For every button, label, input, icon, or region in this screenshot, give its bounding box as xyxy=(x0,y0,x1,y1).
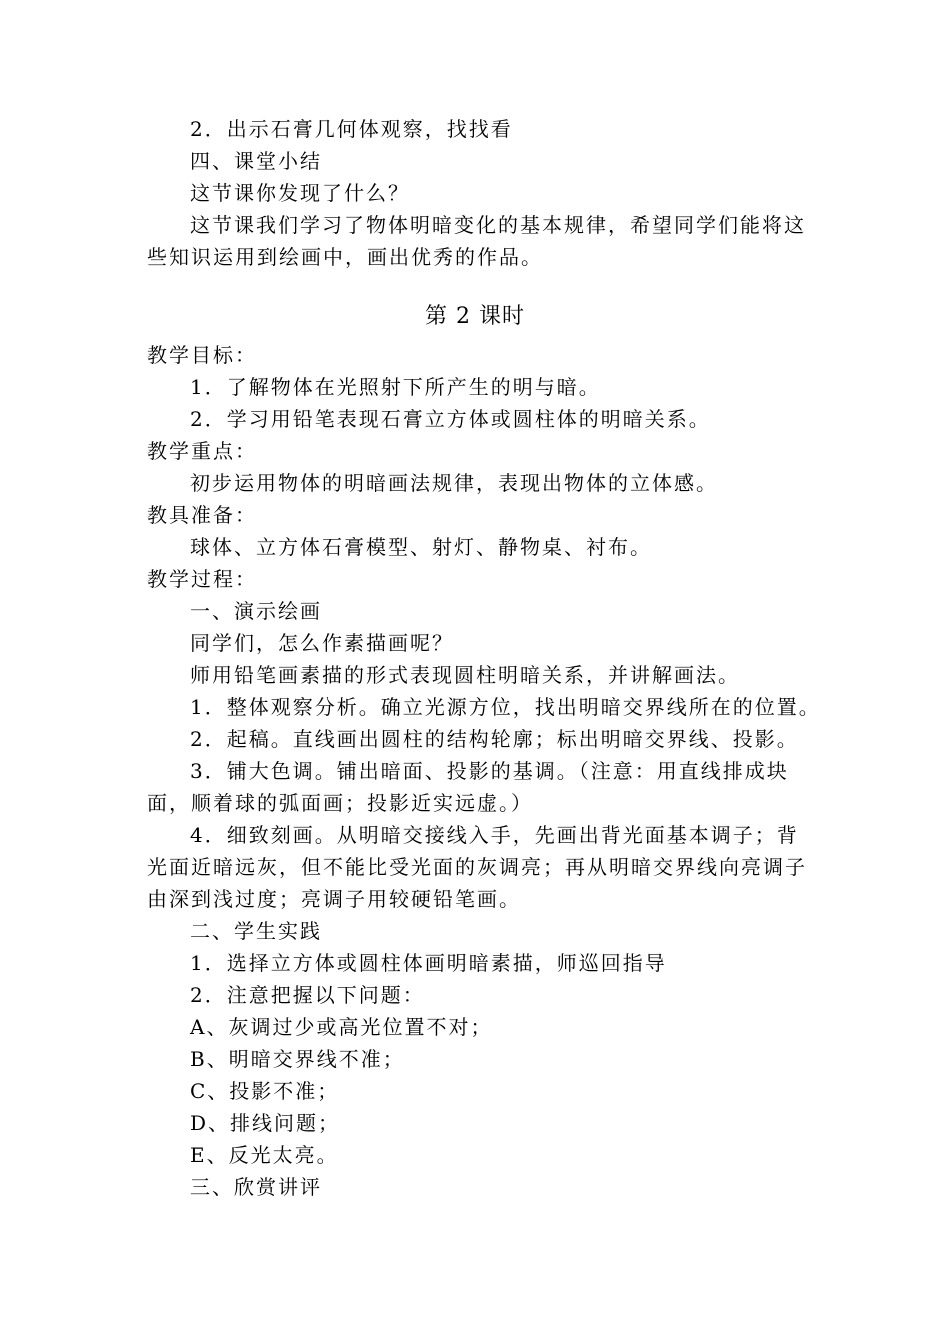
issue-c: C、投影不准； xyxy=(190,1079,340,1103)
step-2: 2．起稿。直线画出圆柱的结构轮廓；标出明暗交界线、投影。 xyxy=(190,727,799,751)
summary-text-line-2: 些知识运用到绘画中，画出优秀的作品。 xyxy=(147,245,543,269)
tools-text: 球体、立方体石膏模型、射灯、静物桌、衬布。 xyxy=(190,535,652,559)
focus-text: 初步运用物体的明暗画法规律，表现出物体的立体感。 xyxy=(190,471,718,495)
process-label: 教学过程： xyxy=(147,567,257,591)
goal-1: 1．了解物体在光照射下所产生的明与暗。 xyxy=(190,375,601,399)
issue-b: B、明暗交界线不准； xyxy=(190,1047,405,1071)
issue-a: A、灰调过少或高光位置不对； xyxy=(190,1015,493,1039)
tools-label: 教具准备： xyxy=(147,503,257,527)
part-1-heading: 一、演示绘画 xyxy=(190,599,322,623)
part-1-intro: 师用铅笔画素描的形式表现圆柱明暗关系，并讲解画法。 xyxy=(190,663,740,687)
practice-2: 2．注意把握以下问题： xyxy=(190,983,425,1007)
step-4-line-2: 光面近暗远灰，但不能比受光面的灰调亮；再从明暗交界线向亮调子 xyxy=(147,855,807,879)
lesson-title: 第 2 课时 xyxy=(425,304,525,329)
step-1: 1．整体观察分析。确立光源方位，找出明暗交界线所在的位置。 xyxy=(190,695,821,719)
summary-text-line-1: 这节课我们学习了物体明暗变化的基本规律，希望同学们能将这 xyxy=(190,213,806,237)
practice-1: 1．选择立方体或圆柱体画明暗素描，师巡回指导 xyxy=(190,951,667,975)
goals-label: 教学目标： xyxy=(147,343,257,367)
issue-e: E、反光太亮。 xyxy=(190,1143,339,1167)
part-2-heading: 二、学生实践 xyxy=(190,919,322,943)
section-summary-heading: 四、课堂小结 xyxy=(190,149,322,173)
top-item-2: 2．出示石膏几何体观察，找找看 xyxy=(190,117,513,141)
step-4-line-3: 由深到浅过度；亮调子用较硬铅笔画。 xyxy=(147,887,521,911)
part-3-heading: 三、欣赏讲评 xyxy=(190,1175,322,1199)
issue-d: D、排线问题； xyxy=(190,1111,341,1135)
part-1-question: 同学们，怎么作素描画呢？ xyxy=(190,631,454,655)
step-4-line-1: 4．细致刻画。从明暗交接线入手，先画出背光面基本调子；背 xyxy=(190,823,799,847)
focus-label: 教学重点： xyxy=(147,439,257,463)
step-3-line-2: 面，顺着球的弧面画；投影近实远虚。） xyxy=(147,791,533,815)
goal-2: 2．学习用铅笔表现石膏立方体或圆柱体的明暗关系。 xyxy=(190,407,711,431)
summary-question: 这节课你发现了什么？ xyxy=(190,181,410,205)
step-3-line-1: 3．铺大色调。铺出暗面、投影的基调。（注意：用直线排成块 xyxy=(190,759,789,783)
